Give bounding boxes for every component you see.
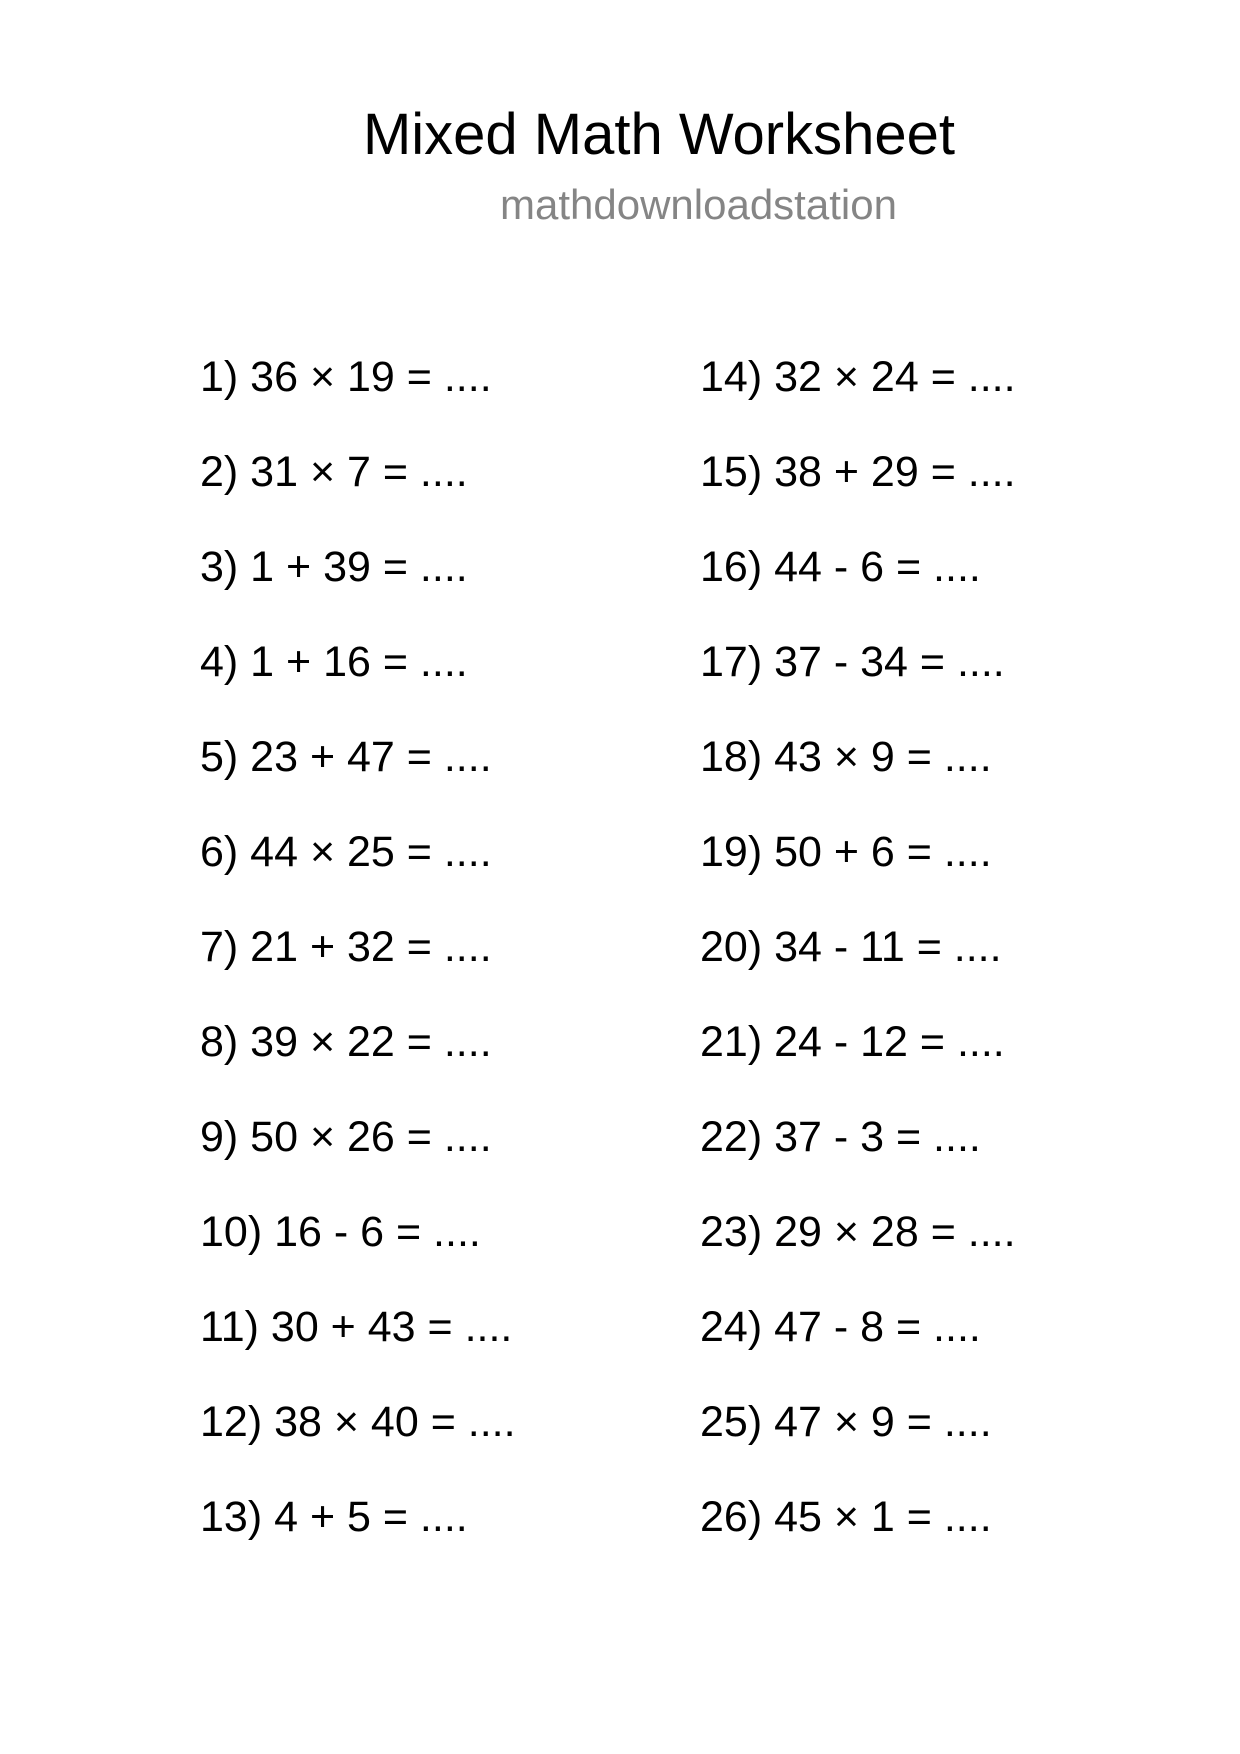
problem-item: 24) 47 - 8 = .... [700,1303,981,1351]
problem-item: 19) 50 + 6 = .... [700,828,992,876]
problem-item: 3) 1 + 39 = .... [200,543,468,591]
problem-item: 23) 29 × 28 = .... [700,1208,1016,1256]
problem-item: 25) 47 × 9 = .... [700,1398,992,1446]
problem-item: 13) 4 + 5 = .... [200,1493,468,1541]
problem-item: 17) 37 - 34 = .... [700,638,1005,686]
problem-item: 9) 50 × 26 = .... [200,1113,492,1161]
problem-item: 21) 24 - 12 = .... [700,1018,1005,1066]
problem-item: 2) 31 × 7 = .... [200,448,468,496]
problem-item: 20) 34 - 11 = .... [700,923,1002,971]
problem-item: 22) 37 - 3 = .... [700,1113,981,1161]
problem-item: 12) 38 × 40 = .... [200,1398,516,1446]
problem-item: 26) 45 × 1 = .... [700,1493,992,1541]
source-label: mathdownloadstation [500,181,897,228]
problem-item: 8) 39 × 22 = .... [200,1018,492,1066]
problem-item: 18) 43 × 9 = .... [700,733,992,781]
problem-item: 11) 30 + 43 = .... [200,1303,513,1351]
problem-item: 14) 32 × 24 = .... [700,353,1016,401]
problem-column-left [200,348,516,1583]
worksheet-title: Mixed Math Worksheet [362,102,956,167]
problem-item: 1) 36 × 19 = .... [200,353,492,401]
problem-item: 5) 23 + 47 = .... [200,733,492,781]
problem-item: 10) 16 - 6 = .... [200,1208,481,1256]
problem-item: 15) 38 + 29 = .... [700,448,1016,496]
problem-item: 4) 1 + 16 = .... [200,638,468,686]
problem-column-right [700,348,1016,1583]
problem-item: 6) 44 × 25 = .... [200,828,492,876]
problem-item: 7) 21 + 32 = .... [200,923,492,971]
problem-item: 16) 44 - 6 = .... [700,543,981,591]
